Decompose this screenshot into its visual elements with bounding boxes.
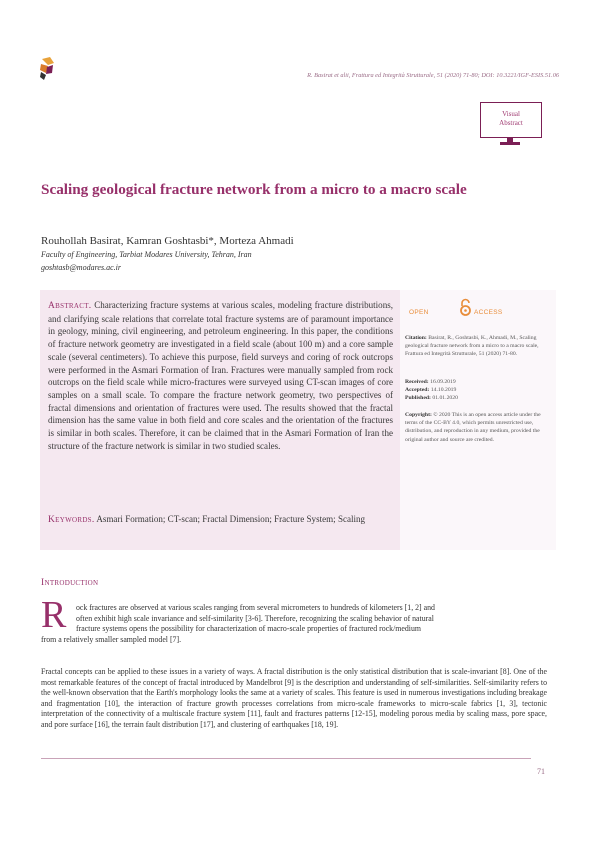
intro-p1-line1: ock fractures are observed at various scales ranging from several micrometers to hundreds of kilometers [1, 2] and	[76, 603, 435, 612]
received-label: Received:	[405, 379, 429, 385]
copyright-block	[405, 411, 552, 444]
accepted-label: Accepted:	[405, 387, 430, 394]
dropcap-letter: R	[41, 594, 67, 636]
intro-p1-line4: from a relatively smaller sampled model [7].	[41, 634, 182, 644]
published-date: 01.01.2020	[432, 395, 458, 402]
monitor-base-icon	[500, 142, 520, 145]
abstract-text-block	[48, 299, 393, 452]
citation-block	[405, 334, 552, 359]
visual-abstract-line1: Visual	[502, 110, 520, 118]
received-date: 16.09.2019	[430, 379, 456, 385]
article-title: Scaling geological fracture network from a micro to a macro scale	[41, 181, 467, 198]
corresponding-email[interactable]: goshtasb@modares.ac.ir	[41, 263, 121, 272]
introduction-heading: Introduction	[41, 578, 99, 588]
open-access-lock-icon	[459, 298, 472, 316]
copyright-text: © 2020 This is an open access article under the terms of the CC-BY 4.0, which permits unrestricted use, distribution, and reproduction in any medium, provided the original author and source are credited.	[405, 412, 541, 443]
received-row	[405, 378, 552, 386]
citation-text: Basirat, R., Goshtasbi, K., Ahmadi, M., Scaling geological fracture network from a micro to a macro scale, Frattura ed Integrità Strutturale, 51 (2020) 71-80.	[405, 335, 539, 358]
journal-logo-icon	[38, 55, 58, 83]
visual-abstract-line2: Abstract	[499, 119, 523, 127]
intro-p1-line2: often exhibit high scale invariance and self-similarity [3-6]. Therefore, recognizing the scaling behavior of natural	[76, 613, 434, 623]
copyright-label: Copyright:	[405, 412, 432, 418]
keywords-label: Keywords.	[48, 515, 95, 525]
author-affiliation: Faculty of Engineering, Tarbiat Modares University, Tehran, Iran	[41, 250, 252, 259]
published-label: Published:	[405, 395, 431, 402]
abstract-text: Characterizing fracture systems at various scales, modeling fracture distributions, and clarifying scale relations that correlate total fracture systems are of paramount importance in geology, mining, civil engineering, and petroleum engineering. In this paper, the conditions of fracture network geometry are investigated in a field scale (about 100 m) and a core sample scale (several centimeters). To achieve this purpose, field surveys and coring of rock outcrops were performed in the Asmari Formation of Iran. Fractures were manually sampled from rock outcrops on the field scale while micro-fractures were surveyed using CT-scan images of core samples on a small scale. To compare the fracture network geometry, two perspectives of fractal dimensions and orientation of fractures were used. The results showed that the fractal dimension has the same value in both field and core scales and the orientation of the fractures is similar in both scales. Therefore, it can be claimed that in the Asmari Formation of Iran the structure of the fracture network is similar in two studied scales.	[48, 300, 393, 451]
running-header-citation: R. Basirat et alii, Frattura ed Integrità Strutturale, 51 (2020) 71-80; DOI: 10.3221/IGF-ESIS.51.06	[307, 72, 559, 79]
introduction-paragraph-1	[41, 603, 547, 645]
introduction-paragraph-2: Fractal concepts can be applied to these issues in a variety of ways. A fractal distribution is the only statistical distribution that is scale-invariant [8]. One of the most remarkable features of the concept of fractal introduced by Mandelbrot [9] is the description and understanding of self-similarities. Self-similarity refers to the well-known observation that the Earth's morphology looks the same at a variety of scales. This feature is used in numerous investigations including breakage and fragmentation [10], the interaction of fracture growth processes correlations from micro-scale frameworks to micro-scale fabrics [1, 3], tectonic interpretation of the connectivity of a multiscale fracture system [11], fault and fractures patterns [12-15], modeling porous media by scaling mass, pore space, and pore surface [16], the terrain fault distribution [17], and clustering of earthquakes [18, 19].	[41, 667, 547, 729]
footer-divider	[41, 758, 531, 759]
abstract-label: Abstract.	[48, 301, 92, 311]
page-number: 71	[537, 767, 545, 776]
published-row	[405, 394, 552, 402]
keywords-block	[48, 513, 393, 527]
citation-label: Citation:	[405, 335, 427, 341]
article-authors: Rouhollah Basirat, Kamran Goshtasbi*, Morteza Ahmadi	[41, 235, 294, 247]
accepted-date: 14.10.2019	[430, 387, 457, 394]
keywords-text: Asmari Formation; CT-scan; Fractal Dimension; Fracture System; Scaling	[96, 514, 366, 524]
open-access-label-right: ACCESS	[474, 309, 503, 316]
open-access-label-left: OPEN	[409, 309, 429, 316]
accepted-row	[405, 386, 552, 394]
visual-abstract-label[interactable]	[482, 110, 540, 128]
dates-block	[405, 378, 552, 403]
intro-p1-line3: fracture systems opens the possibility for characterization of macro-scale properties of fractured rock/medium	[76, 624, 421, 634]
